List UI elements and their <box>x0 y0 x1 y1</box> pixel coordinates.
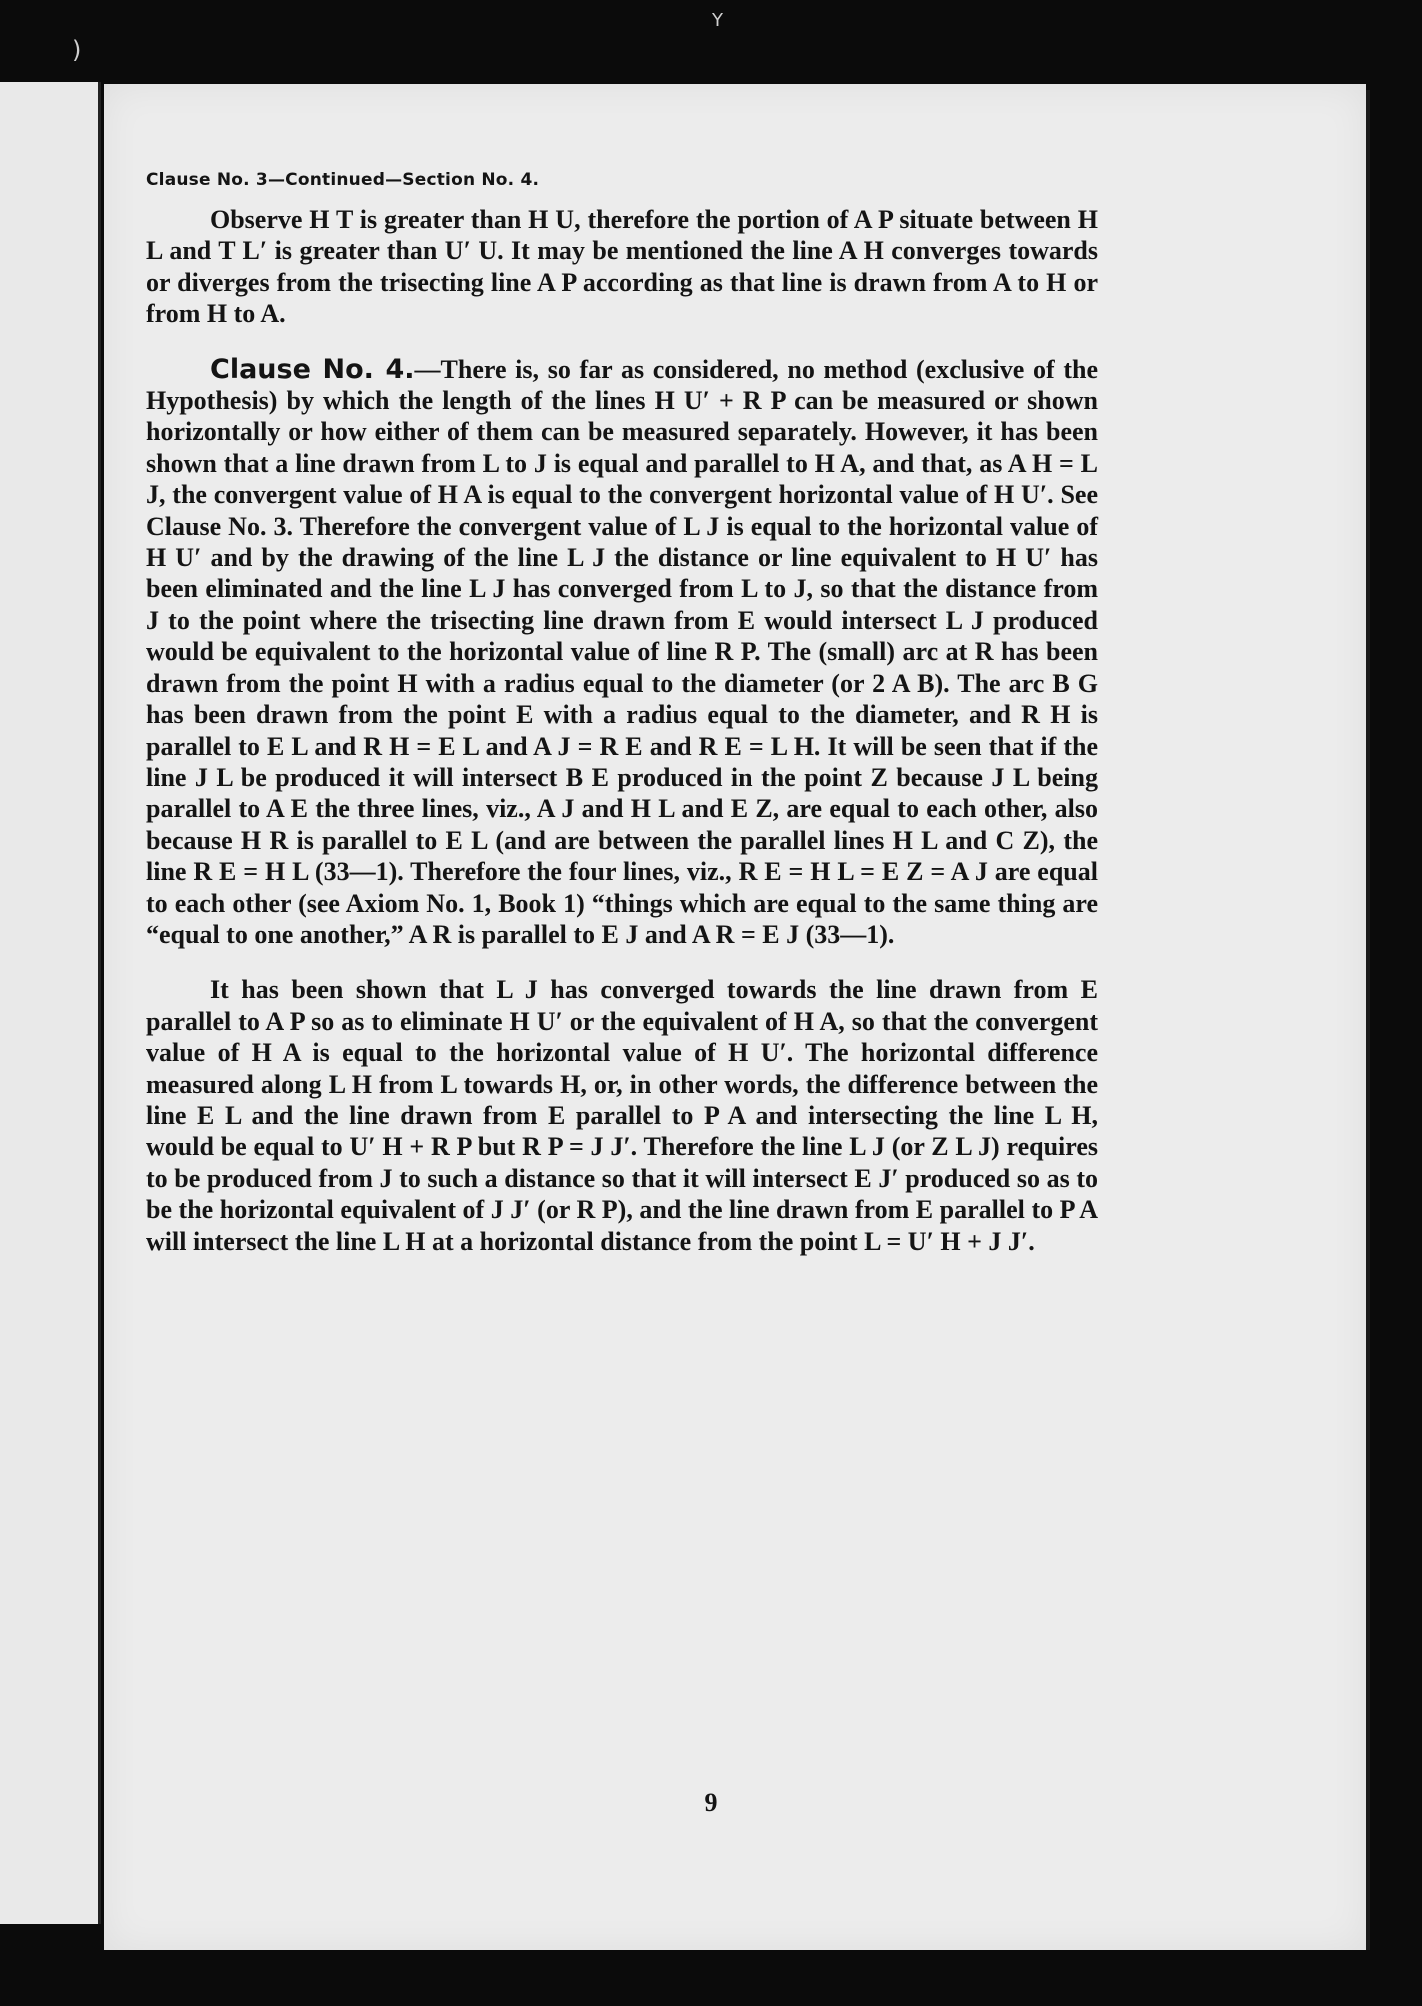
scan-artifact: Y <box>712 10 723 31</box>
paragraph-observe <box>146 204 1098 330</box>
paragraph-text: It has been shown that L J has converged towards the line drawn from E parallel to A P so as to eliminate H U′ or the equivalent of H A, so that the convergent value of H A is equal to the horizontal value of H U′. The horizontal difference measured along L H from L towards H, or, in other words, the difference between the line E L and the line drawn from E parallel to P A and intersecting the line L H, would be equal to U′ H + R P but R P = J J′. Therefore the line L J (or Z L J) requires to be produced from J to such a distance so that it will intersect E J′ produced so as to be the horizontal equivalent of J J′ (or R P), and the line drawn from E parallel to P A will intersect the line L H at a horizontal distance from the point L = U′ H + J J′. <box>146 975 1098 1256</box>
scan-artifact: ) <box>72 36 82 64</box>
paragraph-text: Observe H T is greater than H U, therefore the portion of A P situate between H L and T L′ is greater than U′ U. It may be mentioned the line A H converges towards or diverges from the trisecting line A P according as that line is drawn from A to H or from H to A. <box>146 205 1098 329</box>
clause-heading: Clause No. 4. <box>210 353 415 385</box>
running-head: Clause No. 3—Continued—Section No. 4. <box>146 170 540 190</box>
paragraph-convergence <box>146 974 1098 1257</box>
page-number: 9 <box>704 1788 718 1817</box>
page-body <box>146 170 1098 1257</box>
paragraph-text: —There is, so far as considered, no method (exclusive of the Hypothesis) by which the length of the lines H U′ + R P can be measured or shown horizontally or how either of them can be measured separately. However, it has been shown that a line drawn from L to J is equal and parallel to H A, and that, as A H = L J, the convergent value of H A is equal to the convergent horizontal value of H U′. See Clause No. 3. Therefore the convergent value of L J is equal to the horizontal value of H U′ and by the drawing of the line L J the distance or line equivalent to H U′ has been eliminated and the line L J has converged from L to J, so that the distance from J to the point where the trisecting line drawn from E would intersect L J produced would be equivalent to the horizontal value of line R P. The (small) arc at R has been drawn from the point H with a radius equal to the diameter (or 2 A B). The arc B G has been drawn from the point E with a radius equal to the diameter, and R H is parallel to E L and R H = E L and A J = R E and R E = L H. It will be seen that if the line J L be produced it will intersect B E produced in the point Z because J L being parallel to A E the three lines, viz., A J and H L and E Z, are equal to each other, also because H R is parallel to E L (and are between the parallel lines H L and C Z), the line R E = H L (33—1). Therefore the four lines, viz., R E = H L = E Z = A J are equal to each other (see Axiom No. 1, Book 1) “things which are equal to the same thing are “equal to one another,” A R is parallel to E J and A R = E J (33—1). <box>146 354 1098 949</box>
previous-page-edge <box>0 82 101 1924</box>
paragraph-clause-4 <box>146 354 1098 951</box>
page-edge-shadow <box>1366 90 1370 1950</box>
